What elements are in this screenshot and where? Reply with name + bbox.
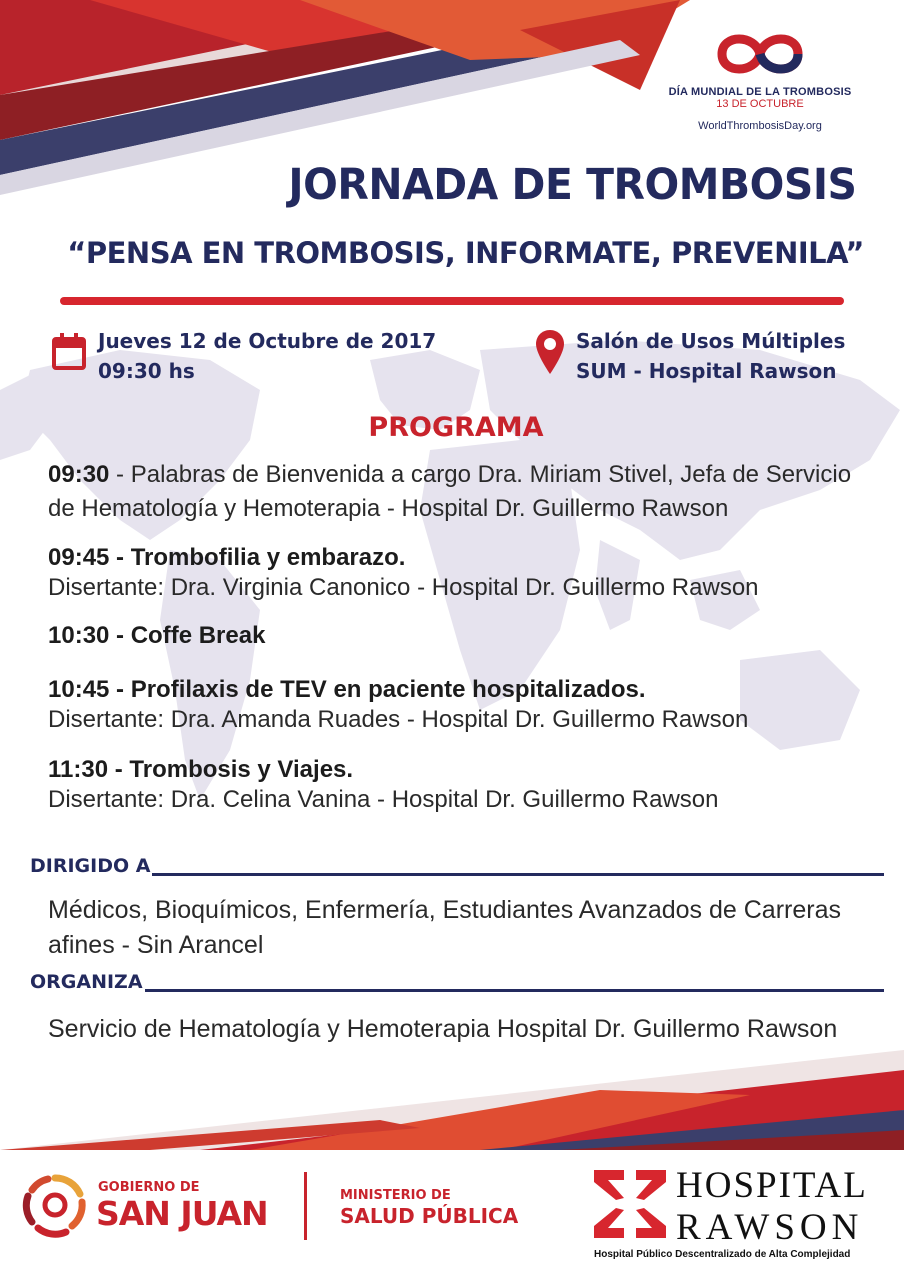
gobierno-line1: GOBIERNO DE xyxy=(98,1180,200,1195)
program-item-heading: 11:30 - Trombosis y Viajes. xyxy=(48,756,354,783)
page-subtitle: “PENSA EN TROMBOSIS, INFORMATE, PREVENILA” xyxy=(67,236,864,270)
gobierno-line2: SAN JUAN xyxy=(96,1194,268,1233)
event-place-line1: Salón de Usos Múltiples xyxy=(576,329,846,353)
organizer-label: ORGANIZA xyxy=(30,971,143,993)
audience-text: Médicos, Bioquímicos, Enfermería, Estudiantes Avanzados de Carreras afines - Sin Arancel xyxy=(48,896,841,959)
page-title: JORNADA DE TROMBOSIS xyxy=(288,160,857,210)
wtd-date: 13 DE OCTUBRE xyxy=(716,98,804,110)
hospital-name-line2: RAWSON xyxy=(676,1207,864,1248)
event-time-line: 09:30 hs xyxy=(98,359,195,383)
program-item-speaker: Disertante: Dra. Virginia Canonico - Hospital Dr. Guillermo Rawson xyxy=(48,574,759,601)
infinity-logo-icon xyxy=(700,22,820,86)
event-date xyxy=(98,326,436,386)
ministerio-line1: MINISTERIO DE xyxy=(340,1188,451,1203)
calendar-icon xyxy=(52,332,86,370)
program-item-heading: 10:30 - Coffe Break xyxy=(48,622,266,649)
organizer-rule xyxy=(145,989,884,992)
program-item-time: 09:30 xyxy=(48,461,110,488)
organizer-heading xyxy=(30,971,884,993)
program-item xyxy=(48,674,878,734)
program-item-speaker: Disertante: Dra. Amanda Ruades - Hospital Dr. Guillermo Rawson xyxy=(48,706,749,733)
location-pin-icon xyxy=(536,330,564,376)
event-date-line: Jueves 12 de Octubre de 2017 xyxy=(98,329,437,353)
ministerio-line2: SALUD PÚBLICA xyxy=(340,1204,519,1228)
program-item-speaker: Disertante: Dra. Celina Vanina - Hospital Dr. Guillermo Rawson xyxy=(48,786,719,813)
audience-label: DIRIGIDO A xyxy=(30,855,151,877)
bottom-decorative-bands xyxy=(0,1050,904,1150)
program-item-heading: 09:45 - Trombofilia y embarazo. xyxy=(48,544,406,571)
program-item xyxy=(48,458,878,526)
event-place-line2: SUM - Hospital Rawson xyxy=(576,359,837,383)
program-item-heading: 10:45 - Profilaxis de TEV en paciente hospitalizados. xyxy=(48,676,646,703)
san-juan-sun-logo-icon xyxy=(22,1172,88,1238)
hospital-tagline: Hospital Público Descentralizado de Alta Complejidad xyxy=(594,1249,851,1260)
program-item xyxy=(48,754,878,814)
program-item xyxy=(48,620,878,652)
program-list xyxy=(48,458,878,814)
program-item xyxy=(48,542,878,602)
world-thrombosis-day-logo xyxy=(640,22,880,132)
footer-divider xyxy=(304,1172,307,1240)
hospital-rawson-cross-logo-icon xyxy=(594,1168,668,1240)
wtd-url: WorldThrombosisDay.org xyxy=(698,120,822,132)
hospital-name-line1: HOSPITAL xyxy=(676,1165,868,1206)
event-place xyxy=(576,326,845,386)
wtd-title: DÍA MUNDIAL DE LA TROMBOSIS xyxy=(668,86,852,98)
title-divider xyxy=(60,297,844,305)
audience-rule xyxy=(152,873,884,876)
program-item-title: - Palabras de Bienvenida a cargo Dra. Miriam Stivel, Jefa de Servicio de Hematología y Hemoterapia - Hospital Dr. Guillermo Rawson xyxy=(48,461,852,522)
audience-heading xyxy=(30,855,884,877)
organizer-text: Servicio de Hematología y Hemoterapia Hospital Dr. Guillermo Rawson xyxy=(48,1015,838,1043)
program-title: PROGRAMA xyxy=(368,412,544,443)
